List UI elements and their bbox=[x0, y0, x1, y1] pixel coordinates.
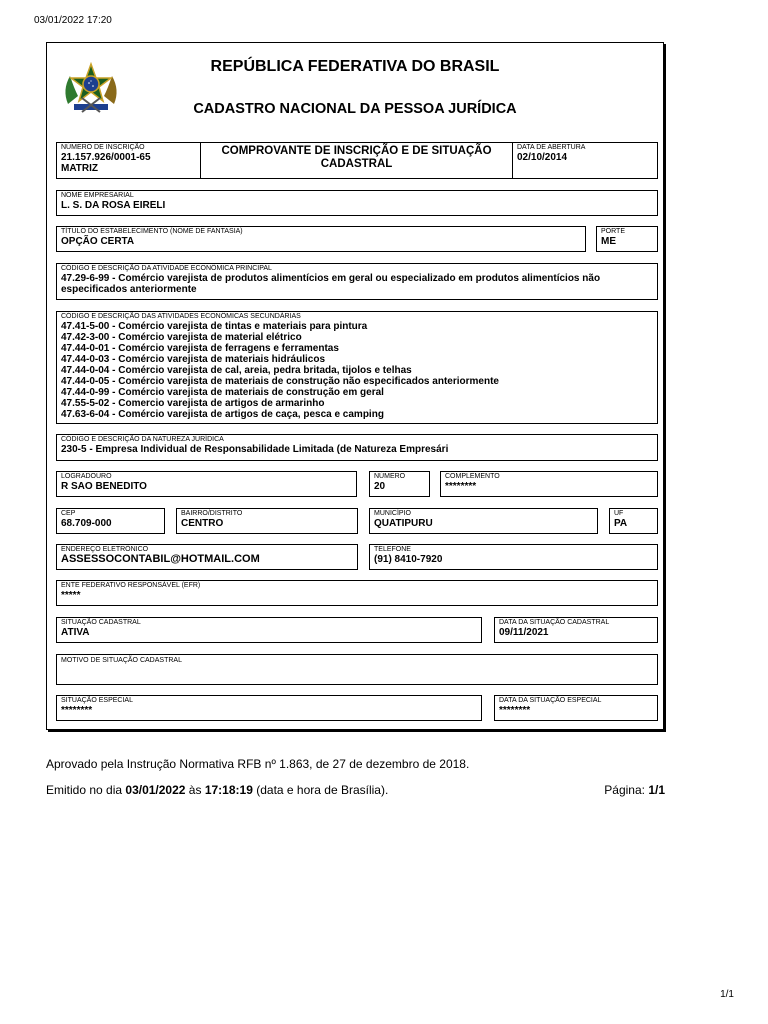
form-shadow-bottom bbox=[48, 730, 666, 732]
porte-label: PORTE bbox=[601, 228, 625, 235]
logradouro-field bbox=[56, 471, 357, 497]
nome-value: L. S. DA ROSA EIRELI bbox=[61, 200, 166, 211]
email-value: ASSESSOCONTABIL@HOTMAIL.COM bbox=[61, 553, 260, 565]
form-shadow-right bbox=[664, 44, 666, 732]
natureza-juridica-field bbox=[56, 434, 658, 461]
atividades-secundarias-label: CÓDIGO E DESCRIÇÃO DAS ATIVIDADES ECONÔMICAS SECUNDÁRIAS bbox=[61, 313, 301, 320]
municipio-field bbox=[369, 508, 598, 534]
porte-value: ME bbox=[601, 236, 616, 247]
emission-note bbox=[46, 783, 388, 797]
emitted-time: 17:18:19 bbox=[204, 783, 253, 797]
inscricao-label: NÚMERO DE INSCRIÇÃO bbox=[61, 144, 145, 151]
numero-value: 20 bbox=[374, 481, 386, 492]
atividade-principal-value: 47.29-6-99 - Comércio varejista de produtos alimentícios em geral ou especializado em produtos alimentícios não especificados anteriormente bbox=[61, 273, 601, 295]
cep-field bbox=[56, 508, 165, 534]
atividade-secundaria-item: 47.44-0-99 - Comércio varejista de materiais de construção em geral bbox=[61, 387, 384, 398]
atividade-secundaria-item: 47.41-5-00 - Comércio varejista de tintas e materiais para pintura bbox=[61, 321, 368, 332]
numero-label: NÚMERO bbox=[374, 473, 406, 480]
data-especial-label: DATA DA SITUAÇÃO ESPECIAL bbox=[499, 697, 602, 704]
page-indicator bbox=[604, 783, 665, 797]
abertura-value: 02/10/2014 bbox=[517, 152, 568, 163]
complemento-field bbox=[440, 471, 658, 497]
emitted-date: 03/01/2022 bbox=[125, 783, 186, 797]
atividade-secundaria-item: 47.55-5-02 - Comercio varejista de artigos de armarinho bbox=[61, 398, 325, 409]
emitted-prefix: Emitido no dia bbox=[46, 783, 123, 797]
porte-field bbox=[596, 226, 658, 252]
telefone-label: TELEFONE bbox=[374, 546, 411, 553]
complemento-value: ******** bbox=[445, 481, 477, 492]
fantasia-label: TÍTULO DO ESTABELECIMENTO (NOME DE FANTASIA) bbox=[61, 228, 243, 235]
atividade-secundaria-item: 47.44-0-04 - Comércio varejista de cal, areia, pedra britada, tijolos e telhas bbox=[61, 365, 412, 376]
natureza-value: 230-5 - Empresa Individual de Responsabilidade Limitada (de Natureza Empresári bbox=[61, 444, 449, 455]
uf-label: UF bbox=[614, 510, 624, 517]
motivo-field bbox=[56, 654, 658, 685]
situacao-label: SITUAÇÃO CADASTRAL bbox=[61, 619, 141, 626]
page-value: 1/1 bbox=[648, 783, 665, 797]
bairro-field bbox=[176, 508, 358, 534]
bairro-label: BAIRRO/DISTRITO bbox=[181, 510, 243, 517]
situacao-cadastral-field bbox=[56, 617, 482, 643]
atividade-secundaria-item: 47.44-0-05 - Comércio varejista de materiais de construção não especificados anteriormente bbox=[61, 376, 499, 387]
atividades-secundarias-field bbox=[56, 311, 658, 424]
cep-label: CEP bbox=[61, 510, 76, 517]
municipio-label: MUNICÍPIO bbox=[374, 510, 411, 517]
inscricao-field bbox=[56, 142, 201, 179]
atividade-secundaria-item: 47.44-0-03 - Comércio varejista de materiais hidráulicos bbox=[61, 354, 326, 365]
page-counter: 1/1 bbox=[720, 989, 734, 1000]
cep-value: 68.709-000 bbox=[61, 518, 112, 529]
atividade-principal-field bbox=[56, 263, 658, 300]
telefone-field bbox=[369, 544, 658, 570]
abertura-field bbox=[512, 142, 658, 179]
situacao-especial-value: ******** bbox=[61, 705, 93, 716]
logradouro-label: LOGRADOURO bbox=[61, 473, 112, 480]
municipio-value: QUATIPURU bbox=[374, 518, 433, 529]
emitted-mid: às bbox=[188, 783, 202, 797]
registry-title: CADASTRO NACIONAL DA PESSOA JURÍDICA bbox=[193, 101, 517, 117]
inscricao-value: 21.157.926/0001-65 bbox=[61, 152, 151, 163]
atividade-secundaria-item: 47.63-6-04 - Comércio varejista de artigos de caça, pesca e camping bbox=[61, 409, 384, 420]
inscricao-type: MATRIZ bbox=[61, 163, 99, 174]
natureza-label: CÓDIGO E DESCRIÇÃO DA NATUREZA JURÍDICA bbox=[61, 436, 224, 443]
approval-note: Aprovado pela Instrução Normativa RFB nº 1.863, de 27 de dezembro de 2018. bbox=[46, 757, 470, 771]
data-especial-field bbox=[494, 695, 658, 721]
document-title: COMPROVANTE DE INSCRIÇÃO E DE SITUAÇÃO CADASTRAL bbox=[200, 142, 513, 179]
situacao-especial-label: SITUAÇÃO ESPECIAL bbox=[61, 697, 133, 704]
complemento-label: COMPLEMENTO bbox=[445, 473, 500, 480]
print-timestamp: 03/01/2022 17:20 bbox=[34, 15, 112, 26]
efr-value: ***** bbox=[61, 590, 81, 601]
nome-empresarial-field bbox=[56, 190, 658, 216]
emitted-suffix: (data e hora de Brasília). bbox=[256, 783, 389, 797]
fantasia-value: OPÇÃO CERTA bbox=[61, 236, 135, 247]
data-especial-value: ******** bbox=[499, 705, 531, 716]
country-title: REPÚBLICA FEDERATIVA DO BRASIL bbox=[210, 58, 500, 75]
efr-field bbox=[56, 580, 658, 606]
email-label: ENDEREÇO ELETRÔNICO bbox=[61, 546, 149, 553]
nome-label: NOME EMPRESARIAL bbox=[61, 192, 134, 199]
numero-field bbox=[369, 471, 430, 497]
uf-field bbox=[609, 508, 658, 534]
atividade-principal-label: CÓDIGO E DESCRIÇÃO DA ATIVIDADE ECONÔMICA PRINCIPAL bbox=[61, 265, 272, 272]
situacao-value: ATIVA bbox=[61, 627, 90, 638]
motivo-label: MOTIVO DE SITUAÇÃO CADASTRAL bbox=[61, 657, 182, 664]
data-situacao-value: 09/11/2021 bbox=[499, 627, 549, 638]
email-field bbox=[56, 544, 358, 570]
data-situacao-field bbox=[494, 617, 658, 643]
telefone-value: (91) 8410-7920 bbox=[374, 554, 443, 565]
data-situacao-label: DATA DA SITUAÇÃO CADASTRAL bbox=[499, 619, 610, 626]
situacao-especial-field bbox=[56, 695, 482, 721]
atividade-secundaria-item: 47.44-0-01 - Comércio varejista de ferragens e ferramentas bbox=[61, 343, 339, 354]
nome-fantasia-field bbox=[56, 226, 586, 252]
page-label: Página: bbox=[604, 783, 645, 797]
logradouro-value: R SAO BENEDITO bbox=[61, 481, 147, 492]
uf-value: PA bbox=[614, 518, 628, 529]
efr-label: ENTE FEDERATIVO RESPONSÁVEL (EFR) bbox=[61, 582, 201, 589]
abertura-label: DATA DE ABERTURA bbox=[517, 144, 586, 151]
bairro-value: CENTRO bbox=[181, 518, 224, 529]
atividade-secundaria-item: 47.42-3-00 - Comércio varejista de material elétrico bbox=[61, 332, 302, 343]
